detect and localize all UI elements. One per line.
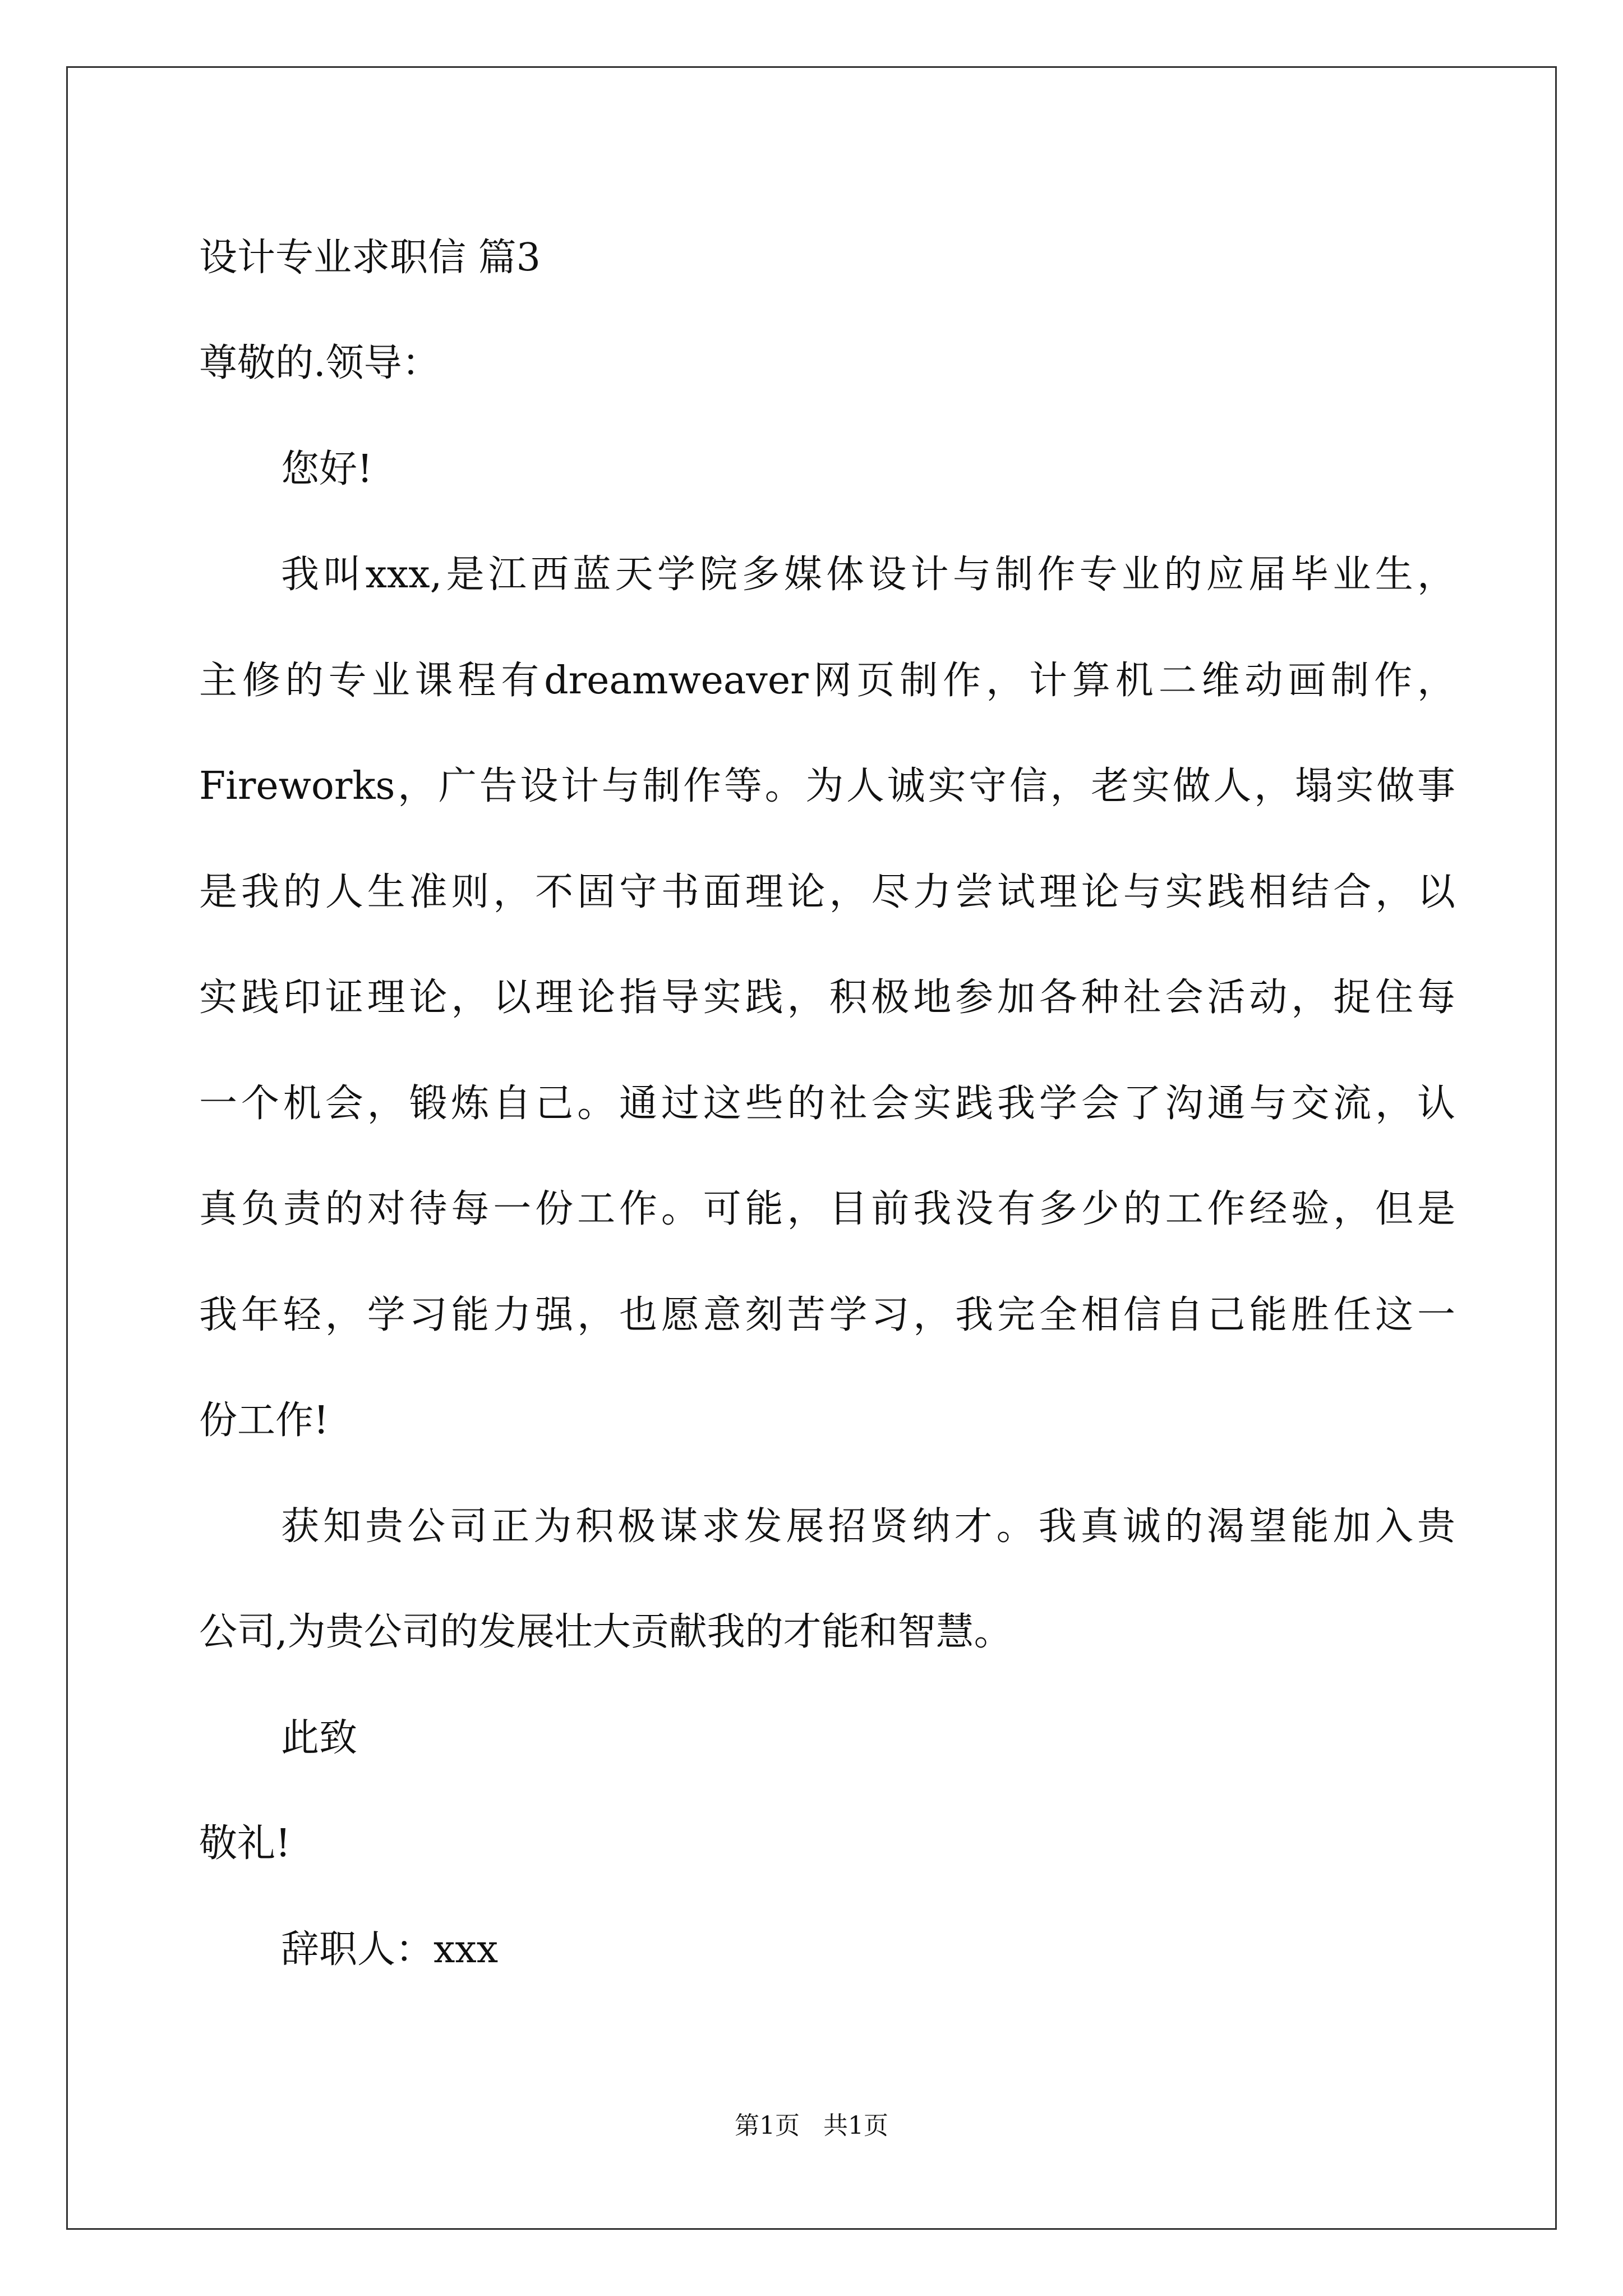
paragraph-line: 是我的人生准则，不固守书面理论，尽力尝试理论与实践相结合，以 bbox=[199, 870, 1455, 914]
page-frame bbox=[66, 66, 1557, 2230]
paragraph-line: 一个机会，锻炼自己。通过这些的社会实践我学会了沟通与交流，认 bbox=[199, 1082, 1455, 1126]
paragraph-line: 获知贵公司正为积极谋求发展招贤纳才。我真诚的渴望能加入贵 bbox=[281, 1504, 1455, 1549]
signature: 辞职人：xxx bbox=[281, 1927, 499, 1972]
document-title: 设计专业求职信 篇3 bbox=[199, 236, 541, 280]
paragraph-line: 我年轻，学习能力强，也愿意刻苦学习，我完全相信自己能胜任这一 bbox=[199, 1293, 1455, 1337]
paragraph-line: 份工作! bbox=[199, 1398, 329, 1443]
total-pages: 共1页 bbox=[823, 2111, 888, 2140]
paragraph-line: 真负责的对待每一份工作。可能，目前我没有多少的工作经验，但是 bbox=[199, 1187, 1455, 1231]
paragraph-line: 我叫xxx,是江西蓝天学院多媒体设计与制作专业的应届毕业生， bbox=[281, 553, 1455, 597]
current-page: 第1页 bbox=[735, 2111, 800, 2140]
greeting: 您好! bbox=[281, 447, 373, 491]
salutation: 尊敬的.领导： bbox=[199, 341, 440, 385]
closing: 此致 bbox=[281, 1716, 358, 1760]
paragraph-line: 公司,为贵公司的发展壮大贡献我的才能和智慧。 bbox=[199, 1610, 1012, 1654]
regards: 敬礼! bbox=[199, 1821, 291, 1866]
paragraph-line: 主修的专业课程有dreamweaver网页制作，计算机二维动画制作， bbox=[199, 659, 1455, 703]
paragraph-line: 实践印证理论，以理论指导实践，积极地参加各种社会活动，捉住每 bbox=[199, 976, 1455, 1020]
paragraph-line: Fireworks，广告设计与制作等。为人诚实守信，老实做人，塌实做事 bbox=[199, 764, 1455, 808]
page-footer bbox=[0, 2109, 1623, 2143]
